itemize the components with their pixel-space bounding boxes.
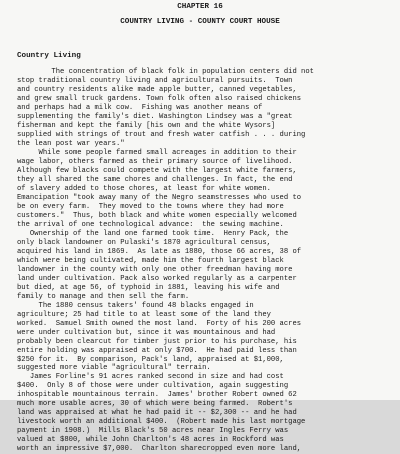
text-line: valued at $800, while John Charlton's 48 acres in Rockford was <box>17 436 284 445</box>
text-line: landowner in the county with only one other freedman having more <box>17 265 293 274</box>
text-line: land was appraised at what he had paid it -- $2,300 -- and he had <box>17 409 297 418</box>
text-line: fisherman and kept the family [his own and the white Wysors] <box>17 121 276 130</box>
text-line: $400. Only 8 of those were under cultivation, again suggesting <box>17 382 289 391</box>
text-line: acquired his land in 1869. As late as 1880, those 66 acres, 38 of <box>17 247 302 256</box>
body-text <box>17 68 397 454</box>
text-line: and grew small truck gardens. Town folk often also raised chickens <box>17 94 302 103</box>
text-line: the arrival of one technological advance: the sewing machine. <box>17 220 284 229</box>
text-line: agriculture; 25 had title to at least some of the land they <box>17 310 271 319</box>
text-line: suggested more viable "agricultural" terrain. <box>17 364 211 373</box>
text-line: The 1880 census takers' found 48 blacks engaged in <box>17 301 254 310</box>
text-line: land under cultivation. Pack also worked regularly as a carpenter <box>17 274 297 283</box>
text-line: of slavery added to those chores, at least for white women. <box>17 184 271 193</box>
text-line: worth an impressive $7,000. Charlton sharecropped even more land, <box>17 445 302 454</box>
chapter-title: COUNTRY LIVING - COUNTY COURT HOUSE <box>120 18 280 26</box>
text-line: Ownership of the land one farmed took time. Henry Pack, the <box>17 229 289 238</box>
text-line: The concentration of black folk in population centers did not <box>17 68 314 76</box>
text-line: probably been clearcut for timber just prior to his purchase, his <box>17 337 297 346</box>
text-line: $250 for it. By comparison, Pack's land, appraised at $1,000, <box>17 355 284 364</box>
chapter-heading: CHAPTER 16 <box>177 3 223 11</box>
text-line: While some people farmed small acreages in addition to their <box>17 148 297 157</box>
text-line: the lean post war years." <box>17 139 125 148</box>
text-line: be on every farm. They moved to the towns where they had more <box>17 202 284 211</box>
text-line: entire holding was appraised at only $700. He had paid less than <box>17 346 297 355</box>
text-line: livestock worth an additional $400. (Robert made his last mortgage <box>17 418 306 427</box>
text-line: payment in 1908.) Mills Black's 50 acres near Ingles Ferry was <box>17 427 289 436</box>
text-line: inhospitable mountainous terrain. James' brother Robert owned 62 <box>17 391 297 400</box>
text-line: James Forline's 91 acres ranked second in size and had cost <box>17 373 284 382</box>
text-line: but died, at age 56, of typhoid in 1881, leaving his wife and <box>17 283 280 292</box>
text-line: supplied with strings of trout and fresh water catfish . . . during <box>17 130 306 139</box>
text-line: Although few blacks could compete with the largest white farmers, <box>17 166 297 175</box>
text-line: supplementing the family's diet. Washington Lindsey was a "great <box>17 112 293 121</box>
text-line: and perhaps had a milk cow. Fishing was another means of <box>17 103 263 112</box>
text-line: only black landowner on Pulaski's 1870 agricultural census, <box>17 238 271 247</box>
text-line: Emancipation "took away many of the Negro seamstresses who used to <box>17 193 302 202</box>
text-line: family to manage and then sell the farm. <box>17 292 190 301</box>
text-line: wage labor, others farmed as their primary source of livelihood. <box>17 157 293 166</box>
text-line: much more usable acres, 30 of which were being farmed. Robert's <box>17 400 293 409</box>
text-line: worked. Samuel Smith owned the most land. Forty of his 200 acres <box>17 319 302 328</box>
text-line: stop traditional country living and agricultural pursuits. Town <box>17 76 293 85</box>
text-line: were under cultivation but, since it was mountainous and had <box>17 328 276 337</box>
text-line: customers." Thus, both black and white women especially welcomed <box>17 211 297 220</box>
text-line: they all shared the same chores and challenges. In fact, the end <box>17 175 293 184</box>
text-line: and country residents alike made apple butter, canned vegetables, <box>17 85 297 94</box>
section-heading: Country Living <box>17 52 81 60</box>
text-line: which were being cultivated, made him the fourth largest black <box>17 256 284 265</box>
